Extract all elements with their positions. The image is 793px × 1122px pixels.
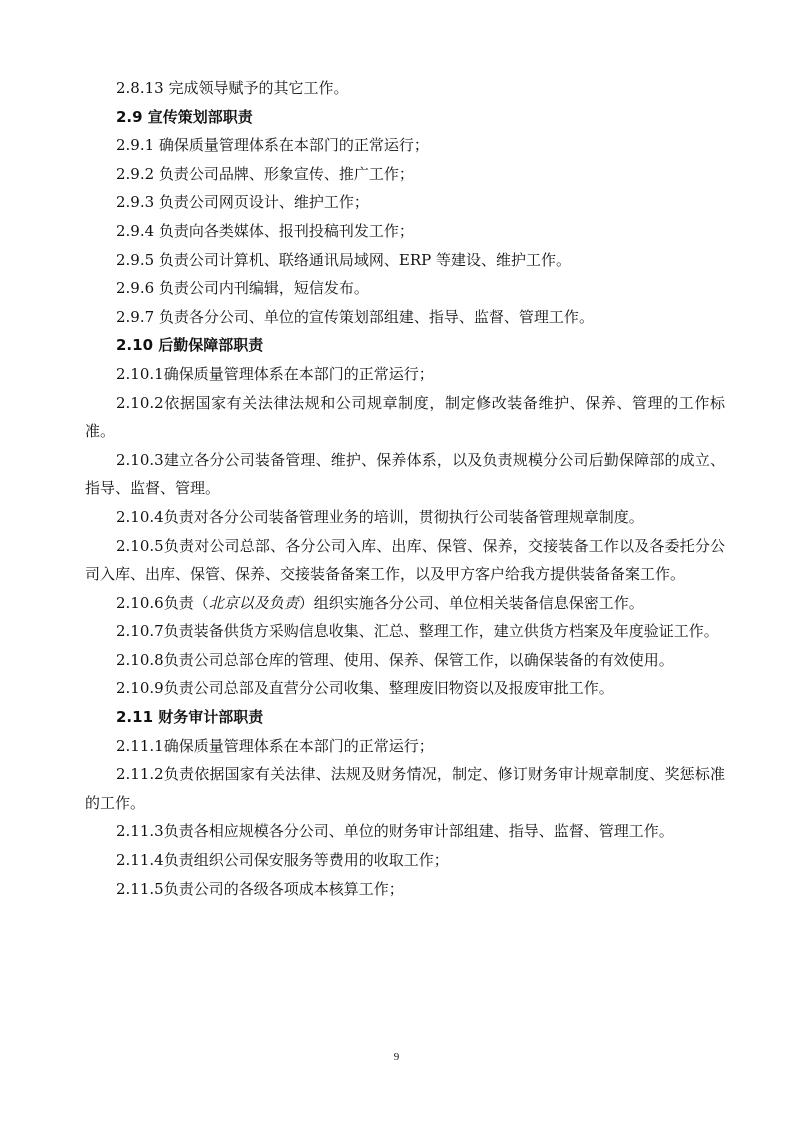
page-number: 9 [393,1051,400,1063]
paragraph [85,589,725,618]
paragraph: 2.10.3建立各分公司装备管理、维护、保养体系，以及负责规模分公司后勤保障部的成立、指导、监督、管理。 [85,450,725,498]
section-heading: 2.10 后勤保障部职责 [116,336,264,355]
paragraph: 2.9.5 负责公司计算机、联络通讯局域网、ERP 等建设、维护工作。 [116,250,572,269]
paragraph-text: ）组织实施各分公司、单位相关装备信息保密工作。 [298,593,644,612]
paragraph: 2.9.1 确保质量管理体系在本部门的正常运行； [116,136,429,155]
paragraph: 2.11.1确保质量管理体系在本部门的正常运行； [116,736,434,755]
paragraph: 2.9.6 负责公司内刊编辑，短信发布。 [116,279,369,298]
paragraph: 2.10.5负责对公司总部、各分公司入库、出库、保管、保养，交接装备工作以及各委托分公司入库、出库、保管、保养、交接装备备案工作，以及甲方客户给我方提供装备备案工作。 [85,536,725,584]
paragraph: 2.10.1确保质量管理体系在本部门的正常运行； [116,364,434,383]
paragraph: 2.10.4负责对各分公司装备管理业务的培训，贯彻执行公司装备管理规章制度。 [116,507,644,526]
paragraph: 2.9.4 负责向各类媒体、报刊投稿刊发工作； [116,221,414,240]
italic-note: 北京以及负责 [208,593,299,612]
section-heading: 2.11 财务审计部职责 [116,708,264,727]
paragraph: 2.11.2负责依据国家有关法律、法规及财务情况，制定、修订财务审计规章制度、奖惩标准的工作。 [85,765,725,812]
paragraph: 2.10.8负责公司总部仓库的管理、使用、保养、保管工作，以确保装备的有效使用。 [116,650,674,669]
paragraph: 2.11.5负责公司的各级各项成本核算工作； [116,879,404,898]
paragraph: 2.9.7 负责各分公司、单位的宣传策划部组建、指导、监督、管理工作。 [116,307,594,326]
paragraph: 2.11.3负责各相应规模各分公司、单位的财务审计部组建、指导、监督、管理工作。 [116,822,674,841]
paragraph: 2.10.9负责公司总部及直营分公司收集、整理废旧物资以及报废审批工作。 [116,679,614,698]
paragraph-text: 2.10.6负责（ [116,593,209,612]
page-body [85,74,725,903]
paragraph: 2.10.2依据国家有关法律法规和公司规章制度，制定修改装备维护、保养、管理的工作标准。 [85,393,725,441]
paragraph: 2.11.4负责组织公司保安服务等费用的收取工作； [116,851,449,870]
paragraph: 2.10.7负责装备供货方采购信息收集、汇总、整理工作，建立供货方档案及年度验证工作。 [116,622,719,641]
paragraph: 2.9.2 负责公司品牌、形象宣传、推广工作； [116,164,414,183]
paragraph: 2.8.13 完成领导赋予的其它工作。 [116,79,349,97]
section-heading: 2.9 宣传策划部职责 [116,107,253,126]
paragraph: 2.9.3 负责公司网页设计、维护工作； [116,193,369,212]
